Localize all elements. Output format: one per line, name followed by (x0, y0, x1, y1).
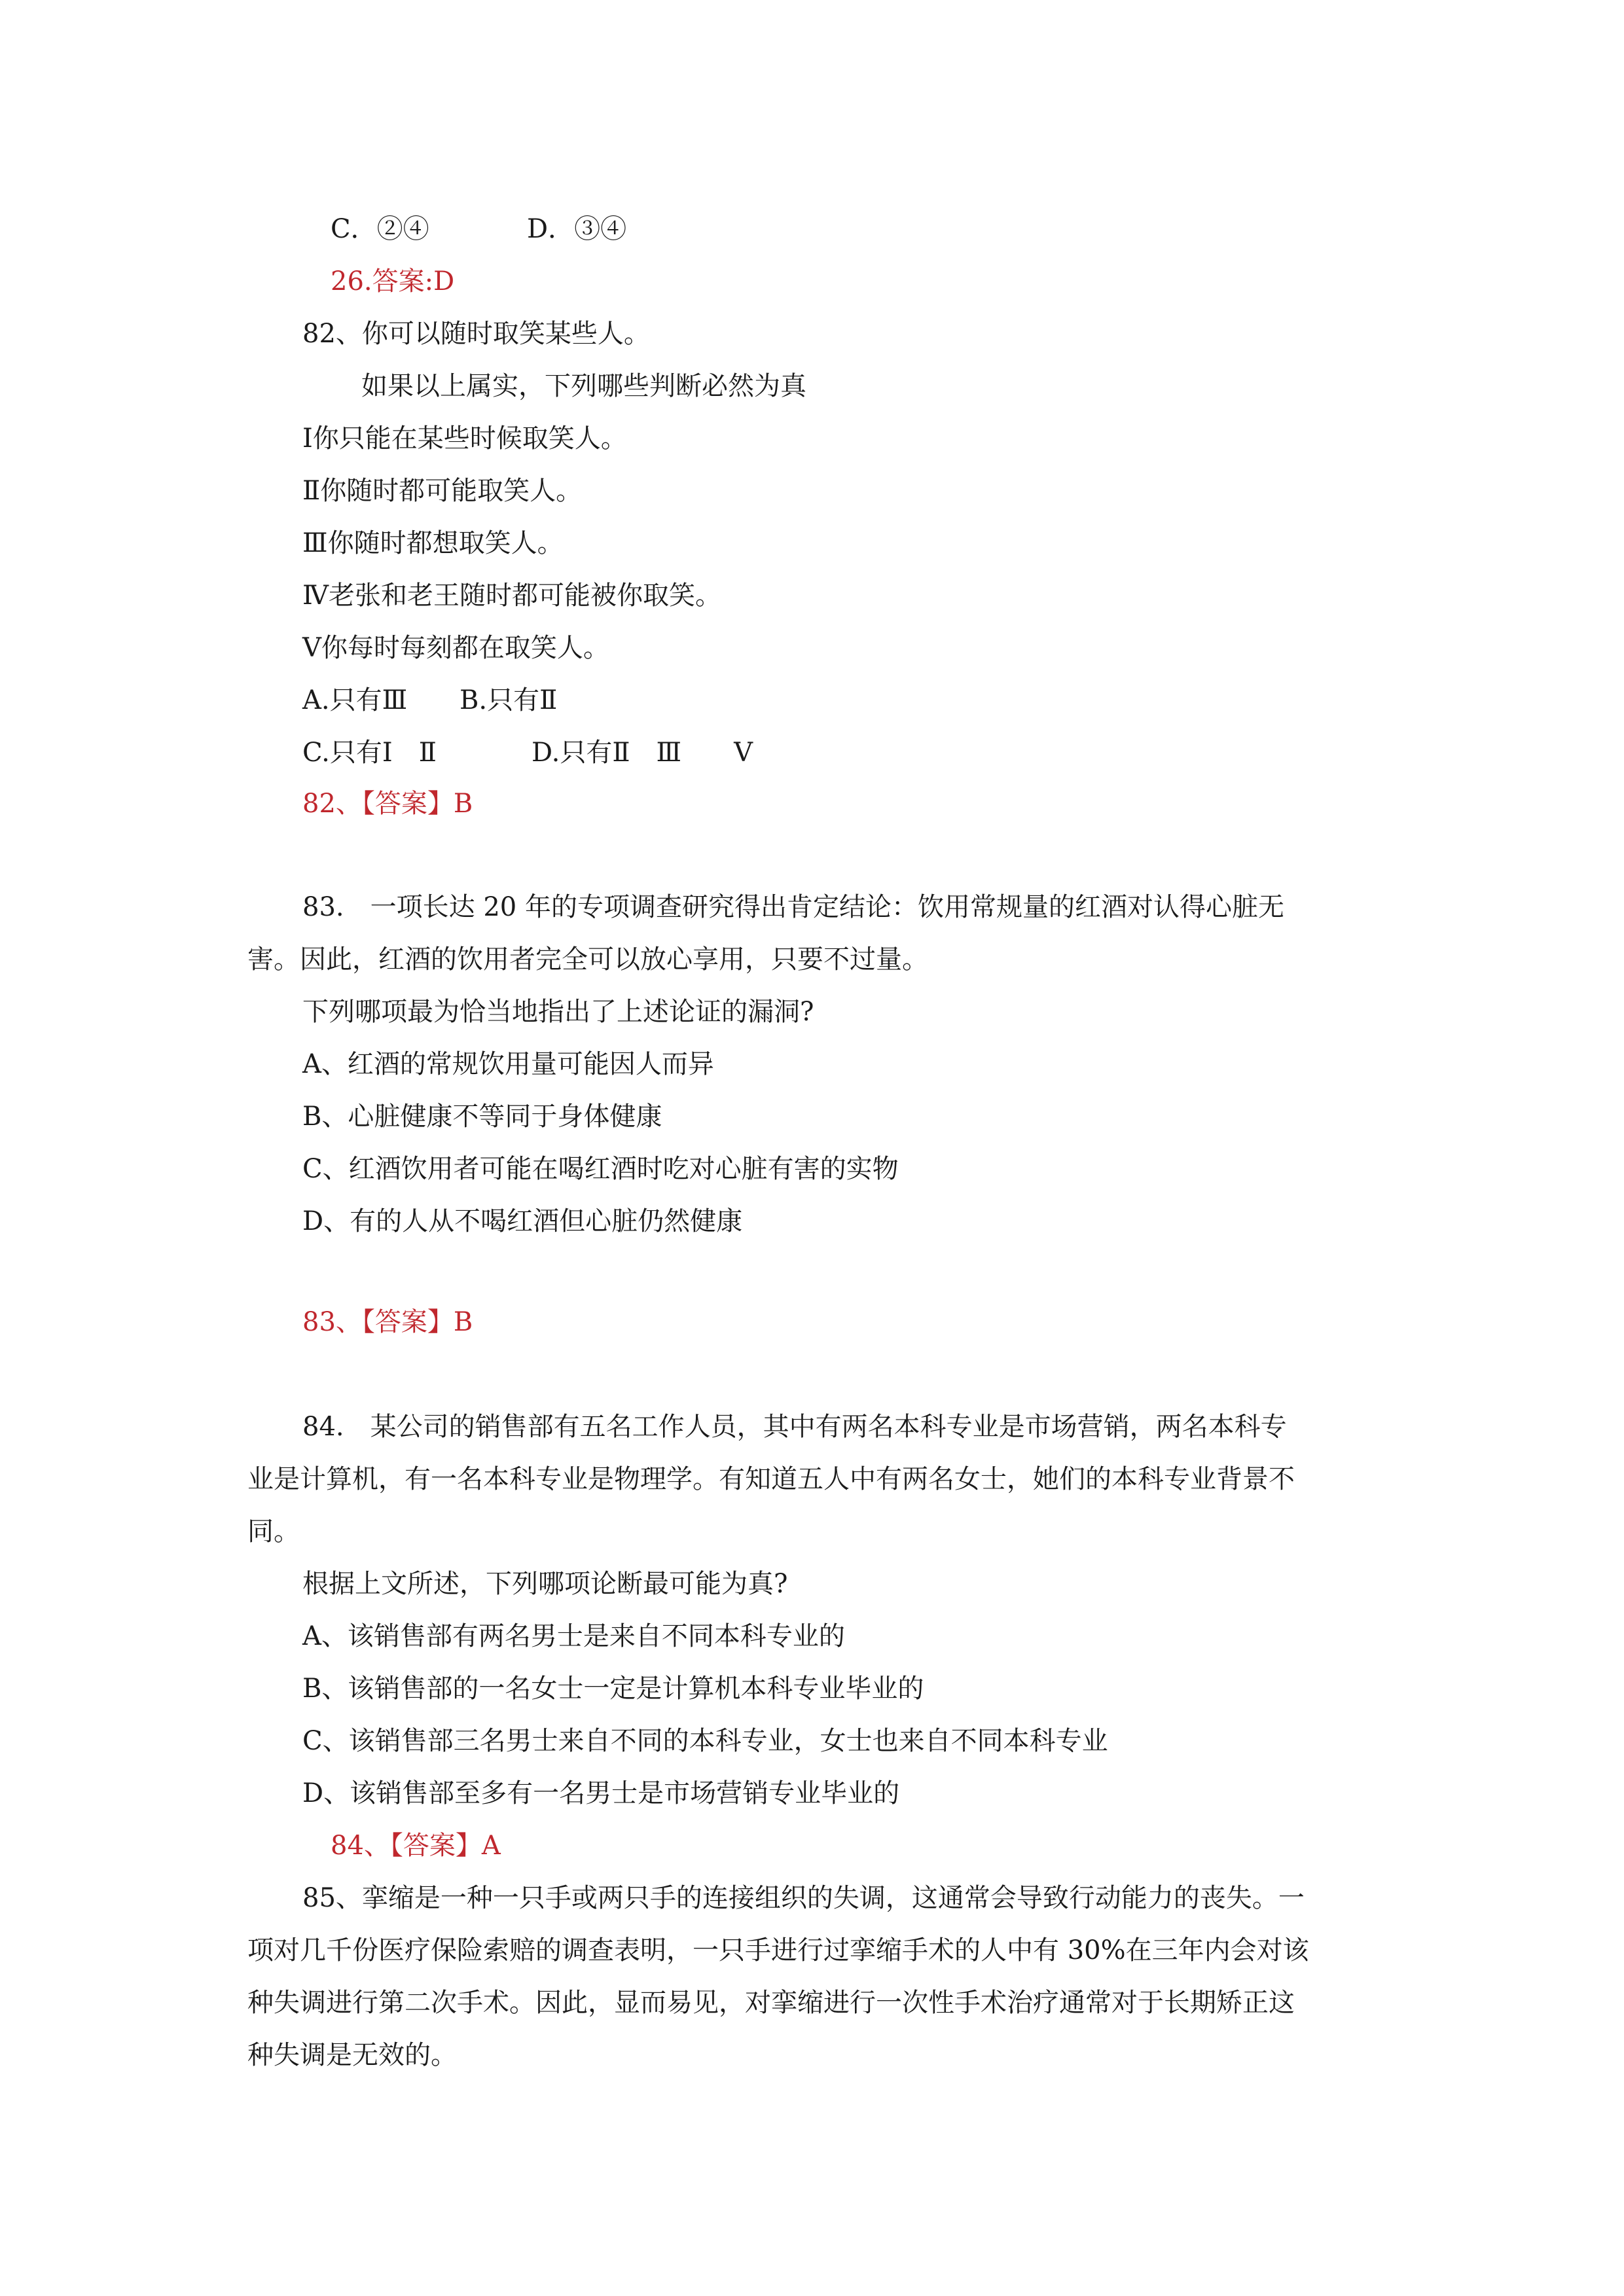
q82-statement-1: Ⅰ你只能在某些时候取笑人。 (302, 423, 627, 454)
q84-option-c: C、该销售部三名男士来自不同的本科专业，女士也来自不同本科专业 (302, 1726, 1108, 1756)
q83-stem-line-1: 83. 一项长达 20 年的专项调查研究得出肯定结论：饮用常规量的红酒对认得心脏无 (302, 892, 1284, 922)
q82-prompt: 如果以上属实，下列哪些判断必然为真 (361, 371, 806, 401)
q83-option-d: D、有的人从不喝红酒但心脏仍然健康 (302, 1206, 743, 1236)
q83-option-a: A、红酒的常规饮用量可能因人而异 (302, 1049, 714, 1079)
q82-statement-2: Ⅱ你随时都可能取笑人。 (302, 476, 583, 506)
q84-stem-line-3: 同。 (247, 1516, 300, 1547)
q84-option-d: D、该销售部至多有一名男士是市场营销专业毕业的 (302, 1778, 900, 1808)
q84-prompt: 根据上文所述，下列哪项论断最可能为真? (302, 1569, 788, 1599)
q82-statement-4: Ⅳ老张和老王随时都可能被你取笑。 (302, 581, 721, 611)
q85-line-3: 种失调进行第二次手术。因此，显而易见，对挛缩进行一次性手术治疗通常对于长期矫正这 (247, 1988, 1295, 2018)
q26-answer: 26.答案:D (331, 266, 455, 296)
q26-option-c: C．②④ (331, 214, 429, 244)
q83-option-b: B、心脏健康不等同于身体健康 (302, 1102, 662, 1132)
q82-option-c: C.只有Ⅰ Ⅱ (302, 738, 437, 768)
q82-statement-5: Ⅴ你每时每刻都在取笑人。 (302, 633, 609, 663)
q83-option-c: C、红酒饮用者可能在喝红酒时吃对心脏有害的实物 (302, 1154, 899, 1184)
q82-statement-3: Ⅲ你随时都想取笑人。 (302, 528, 564, 558)
q84-answer: 84、【答案】A (331, 1831, 501, 1861)
q85-line-1: 85、挛缩是一种一只手或两只手的连接组织的失调，这通常会导致行动能力的丧失。一 (302, 1883, 1305, 1913)
q26-option-d: D．③④ (527, 214, 627, 244)
q82-option-b: B.只有Ⅱ (460, 685, 558, 715)
q84-stem-line-1: 84. 某公司的销售部有五名工作人员，其中有两名本科专业是市场营销，两名本科专 (302, 1412, 1287, 1442)
q85-line-2: 项对几千份医疗保险索赔的调查表明，一只手进行过挛缩手术的人中有 30%在三年内会对该 (247, 1935, 1309, 1965)
q82-option-d: D.只有Ⅱ Ⅲ Ⅴ (532, 738, 753, 768)
q83-stem-line-2: 害。因此，红酒的饮用者完全可以放心享用，只要不过量。 (247, 944, 928, 975)
q82-stem: 82、你可以随时取笑某些人。 (302, 319, 650, 349)
q85-line-4: 种失调是无效的。 (247, 2040, 457, 2070)
q82-answer: 82、【答案】B (302, 789, 473, 819)
q84-option-a: A、该销售部有两名男士是来自不同本科专业的 (302, 1621, 845, 1651)
q83-answer: 83、【答案】B (302, 1307, 473, 1337)
q82-option-a: A.只有Ⅲ (302, 685, 408, 715)
q83-prompt: 下列哪项最为恰当地指出了上述论证的漏洞? (302, 997, 814, 1027)
q84-option-b: B、该销售部的一名女士一定是计算机本科专业毕业的 (302, 1674, 924, 1704)
q84-stem-line-2: 业是计算机，有一名本科专业是物理学。有知道五人中有两名女士，她们的本科专业背景不 (247, 1464, 1295, 1494)
